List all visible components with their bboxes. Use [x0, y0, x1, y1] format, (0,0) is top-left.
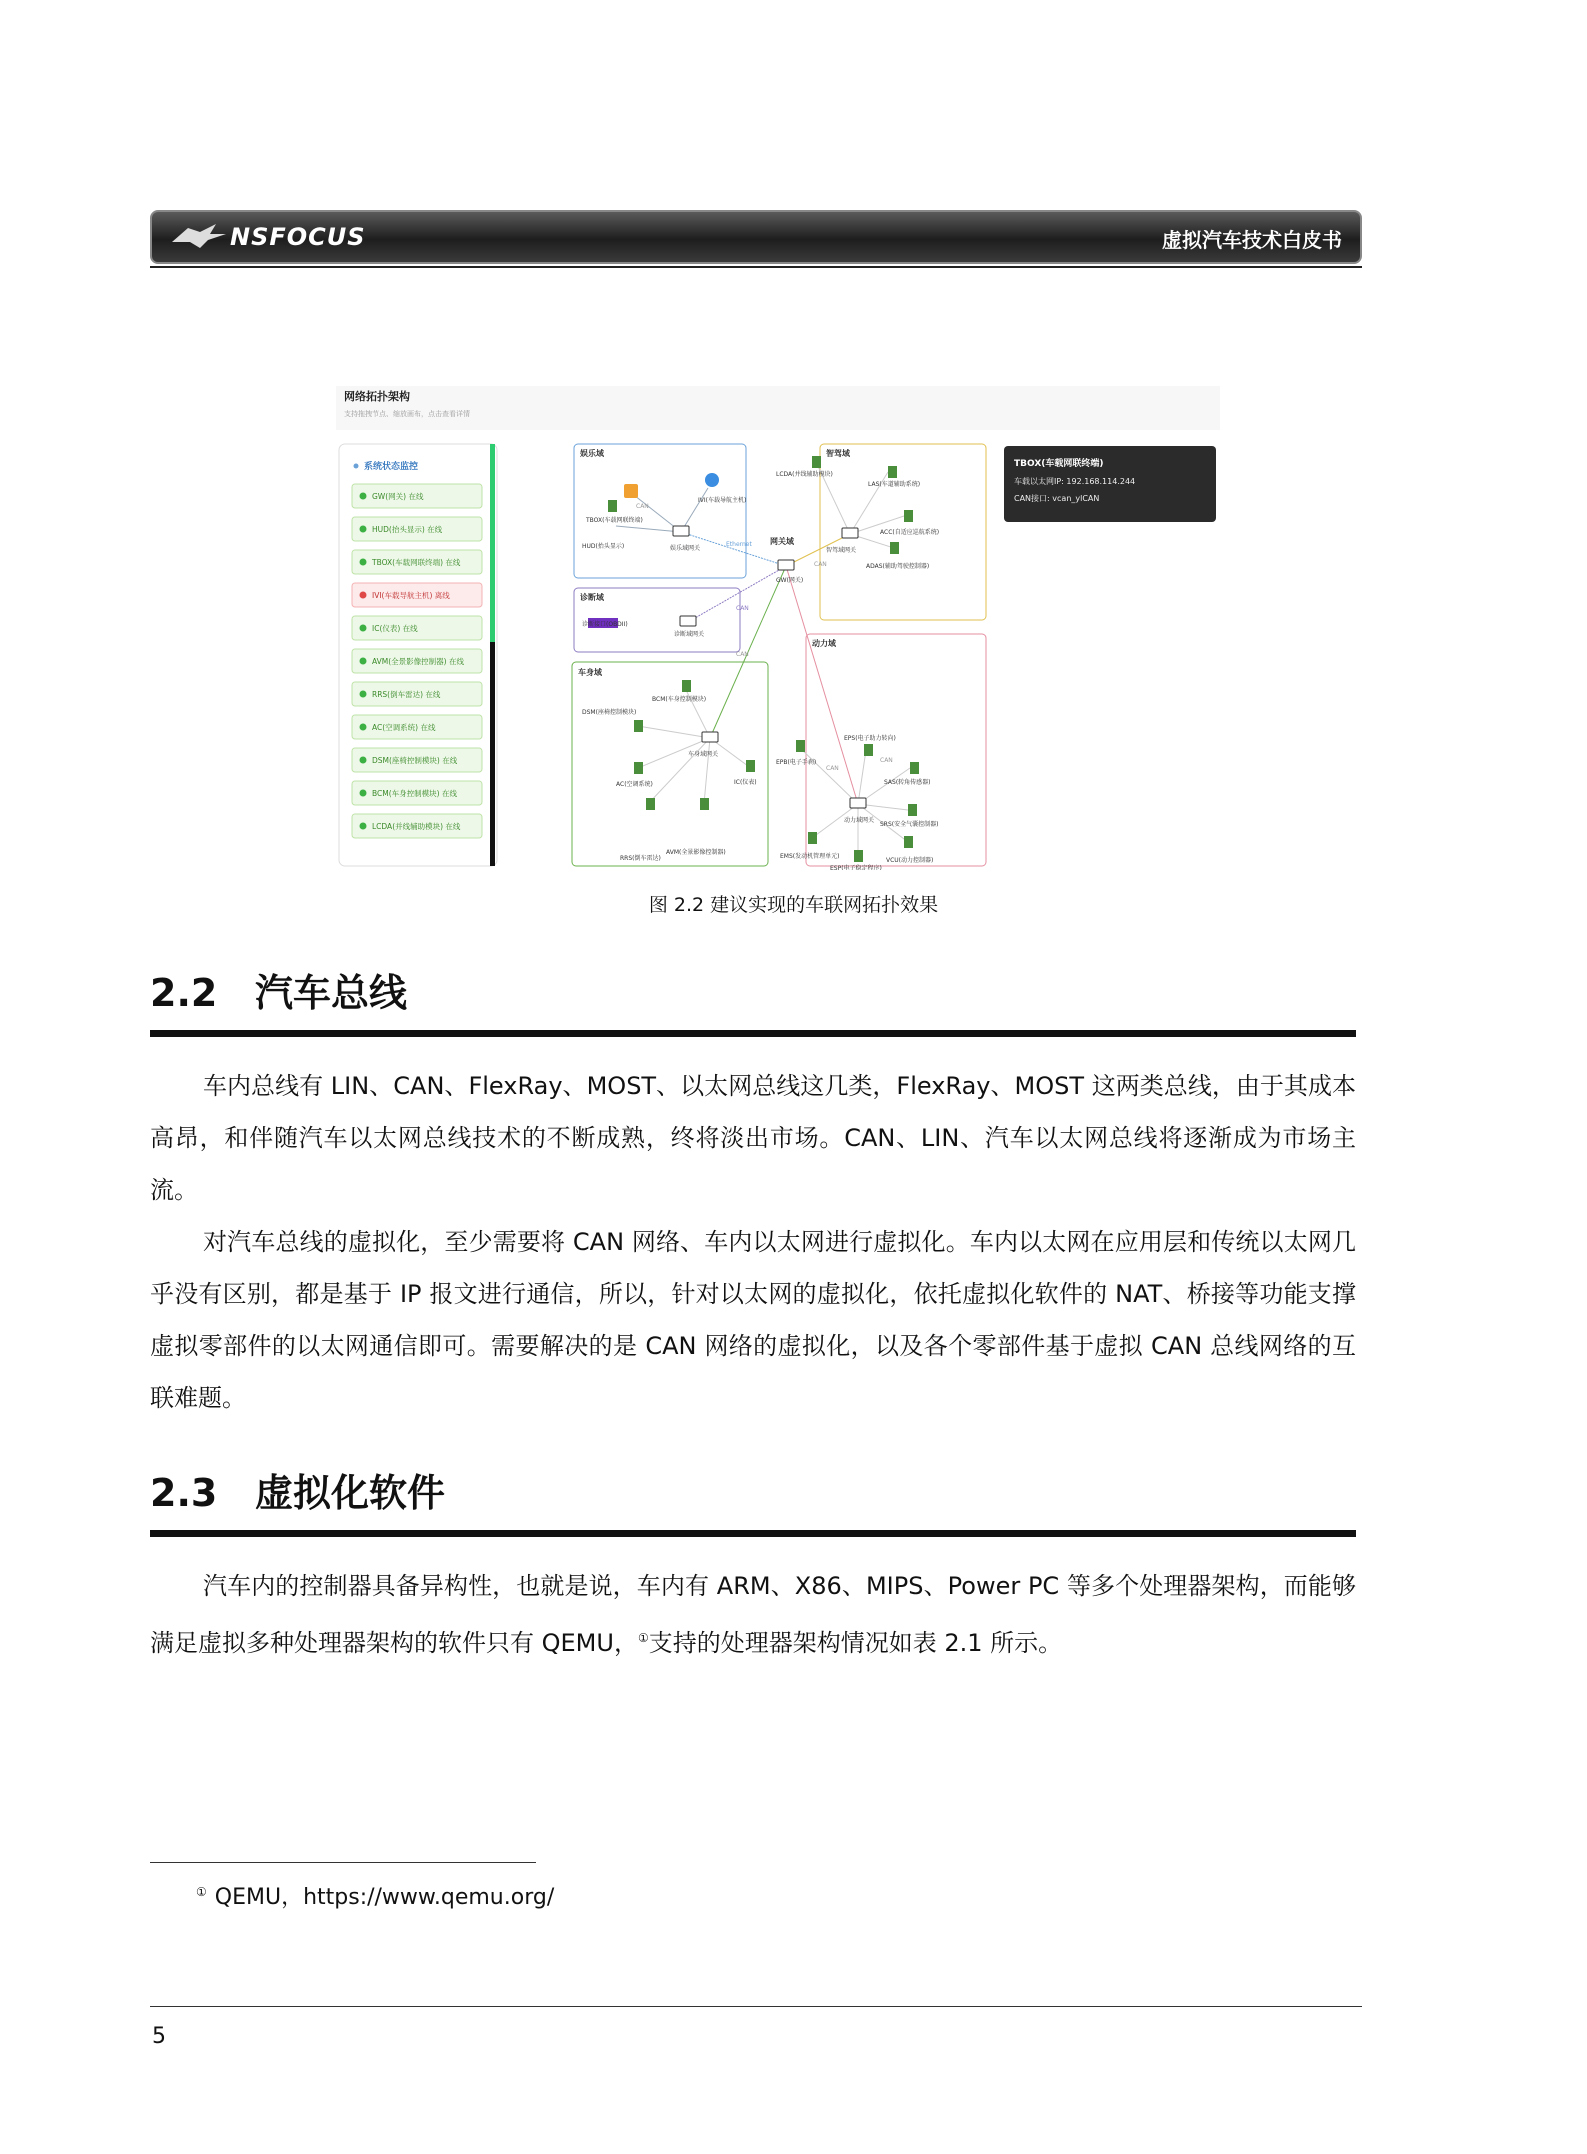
status-item-label: LCDA(并线辅助模块) 在线	[372, 822, 461, 831]
svg-text:CAN: CAN	[636, 503, 649, 510]
svg-text:娱乐域网关: 娱乐域网关	[670, 545, 701, 552]
section-2-3-body	[150, 1560, 1356, 1669]
footnote-rule	[150, 1862, 536, 1863]
status-panel-title: 系统状态监控	[364, 462, 419, 472]
svg-text:SRS(安全气囊控制器): SRS(安全气囊控制器)	[880, 821, 939, 828]
svg-text:CAN: CAN	[736, 605, 749, 612]
section-heading-2-3	[150, 1462, 445, 1517]
section-2-2-body	[150, 1060, 1356, 1424]
svg-text:诊断接口(OBDII): 诊断接口(OBDII)	[582, 621, 628, 628]
heading-rule	[150, 1530, 1356, 1537]
svg-text:Ethernet: Ethernet	[726, 541, 752, 548]
status-dot-icon	[360, 658, 367, 665]
nsfocus-logo	[170, 220, 366, 254]
figure-subtitle: 支持拖拽节点、缩放画布，点击查看详情	[344, 410, 470, 418]
status-dot-icon	[360, 757, 367, 764]
logo-text: NSFOCUS	[230, 223, 366, 251]
footnote	[196, 1880, 554, 1911]
footnote-mark: ①	[196, 1884, 207, 1899]
status-dot-icon	[360, 724, 367, 731]
section-title: 虚拟化软件	[255, 1471, 446, 1515]
svg-text:IC(仪表): IC(仪表)	[734, 779, 757, 786]
status-dot-icon	[360, 790, 367, 797]
topology-svg	[336, 386, 1220, 870]
domain-power: 动力域	[812, 639, 836, 648]
header-rule	[150, 266, 1362, 268]
footer-rule	[150, 2006, 1362, 2007]
figure-caption: 图 2.2 建议实现的车联网拓扑效果	[648, 894, 939, 916]
status-item-label: DSM(座椅控制模块) 在线	[372, 756, 458, 765]
status-dot-icon	[360, 691, 367, 698]
status-dot-icon	[360, 592, 367, 599]
status-item-label: BCM(车身控制模块) 在线	[372, 789, 457, 798]
svg-text:CAN: CAN	[826, 765, 839, 772]
svg-text:CAN接口: vcan_ylCAN: CAN接口: vcan_ylCAN	[1014, 494, 1100, 503]
document-title: 虚拟汽车技术白皮书	[1162, 228, 1342, 252]
section-heading-2-2	[150, 962, 407, 1017]
svg-text:智驾域网关: 智驾域网关	[826, 547, 857, 554]
svg-text:车载以太网IP: 192.168.114.244: 车载以太网IP: 192.168.114.244	[1014, 477, 1136, 486]
svg-text:ADAS(辅助驾驶控制器): ADAS(辅助驾驶控制器)	[866, 563, 930, 570]
domain-adas: 智驾域	[826, 449, 850, 458]
paragraph: 对汽车总线的虚拟化，至少需要将 CAN 网络、车内以太网进行虚拟化。车内以太网在应用层和传统以太网几乎没有区别，都是基于 IP 报文进行通信，所以，针对以太网的虚拟化，依托虚拟化软件的 NAT、桥接等功能支撑虚拟零部件的以太网通信即可。需要解决的是 CAN 网络的虚拟化，以及各个零部件基于虚拟 CAN 总线网络的互联难题。	[150, 1228, 1356, 1412]
status-item-label: GW(网关) 在线	[372, 492, 424, 501]
domain-gateway: 网关域	[770, 537, 794, 546]
status-dot-icon	[360, 493, 367, 500]
svg-text:IVI(车载导航主机): IVI(车载导航主机)	[698, 497, 747, 504]
svg-text:DSM(座椅控制模块): DSM(座椅控制模块)	[582, 709, 637, 716]
svg-text:CAN: CAN	[880, 757, 893, 764]
svg-text:LCDA(并线辅助模块): LCDA(并线辅助模块)	[776, 471, 833, 478]
svg-text:诊断域网关: 诊断域网关	[674, 631, 705, 638]
domain-diagnostic: 诊断域	[580, 593, 604, 602]
svg-text:EPS(电子助力转向): EPS(电子助力转向)	[844, 735, 896, 742]
eagle-icon	[170, 220, 230, 254]
svg-text:VCU(动力控制器): VCU(动力控制器)	[886, 857, 934, 864]
svg-text:SAS(转角传感器): SAS(转角传感器)	[884, 779, 931, 786]
section-number: 2.2	[150, 971, 218, 1015]
domain-entertainment: 娱乐域	[580, 449, 604, 458]
svg-text:AVM(全景影像控制器): AVM(全景影像控制器)	[666, 849, 726, 856]
status-item-label: TBOX(车载网联终端) 在线	[372, 558, 461, 567]
heading-rule	[150, 1030, 1356, 1037]
svg-text:LAS(车道辅助系统): LAS(车道辅助系统)	[868, 481, 921, 488]
footnote-ref[interactable]: ①	[637, 1631, 649, 1645]
footnote-text: QEMU，https://www.qemu.org/	[214, 1885, 555, 1910]
page-number: 5	[152, 2024, 166, 2049]
status-item-label: IVI(车载导航主机) 离线	[372, 591, 450, 600]
domain-body: 车身域	[578, 668, 602, 677]
paragraph: 汽车内的控制器具备异构性，也就是说，车内有 ARM、X86、MIPS、Power PC 等多个处理器架构，而能够满足虚拟多种处理器架构的软件只有 QEMU，①支持的处理器架构情况如表 2.1 所示。	[150, 1572, 1356, 1657]
svg-text:动力域网关: 动力域网关	[844, 817, 875, 824]
status-item-label: AVM(全景影像控制器) 在线	[372, 657, 464, 666]
section-title: 汽车总线	[255, 971, 408, 1015]
paragraph: 车内总线有 LIN、CAN、FlexRay、MOST、以太网总线这几类，FlexRay、MOST 这两类总线，由于其成本高昂，和伴随汽车以太网总线技术的不断成熟，终将淡出市场。CAN、LIN、汽车以太网总线将逐渐成为市场主流。	[150, 1072, 1356, 1204]
svg-text:ESP(电子稳定程序): ESP(电子稳定程序)	[830, 865, 882, 870]
section-number: 2.3	[150, 1471, 218, 1515]
svg-text:HUD(抬头显示): HUD(抬头显示)	[582, 543, 625, 550]
svg-text:EPB(电子手刹): EPB(电子手刹)	[776, 759, 817, 766]
status-dot-icon	[360, 559, 367, 566]
svg-text:车身域网关: 车身域网关	[688, 751, 719, 758]
svg-text:BCM(车身控制模块): BCM(车身控制模块)	[652, 696, 707, 703]
status-item-label: AC(空调系统) 在线	[372, 723, 436, 732]
status-item-label: IC(仪表) 在线	[372, 624, 418, 633]
status-dot-icon	[360, 526, 367, 533]
status-item-label: HUD(抬头显示) 在线	[372, 525, 443, 534]
svg-text:GW(网关): GW(网关)	[776, 577, 804, 584]
svg-text:ACC(自适应巡航系统): ACC(自适应巡航系统)	[880, 529, 940, 536]
svg-text:TBOX(车载网联终端): TBOX(车载网联终端)	[1014, 459, 1104, 469]
svg-text:CAN: CAN	[736, 651, 749, 658]
status-dot-icon	[360, 823, 367, 830]
svg-text:CAN: CAN	[814, 561, 827, 568]
svg-text:RRS(倒车雷达): RRS(倒车雷达)	[620, 855, 661, 862]
status-item-label: RRS(倒车雷达) 在线	[372, 690, 441, 699]
svg-text:AC(空调系统): AC(空调系统)	[616, 781, 653, 788]
svg-text:TBOX(车载网联终端): TBOX(车载网联终端)	[586, 517, 643, 524]
svg-text:EMS(发动机管理单元): EMS(发动机管理单元)	[780, 853, 840, 860]
topology-figure	[336, 386, 1220, 870]
figure-title: 网络拓扑架构	[344, 390, 410, 403]
status-dot-icon	[360, 625, 367, 632]
